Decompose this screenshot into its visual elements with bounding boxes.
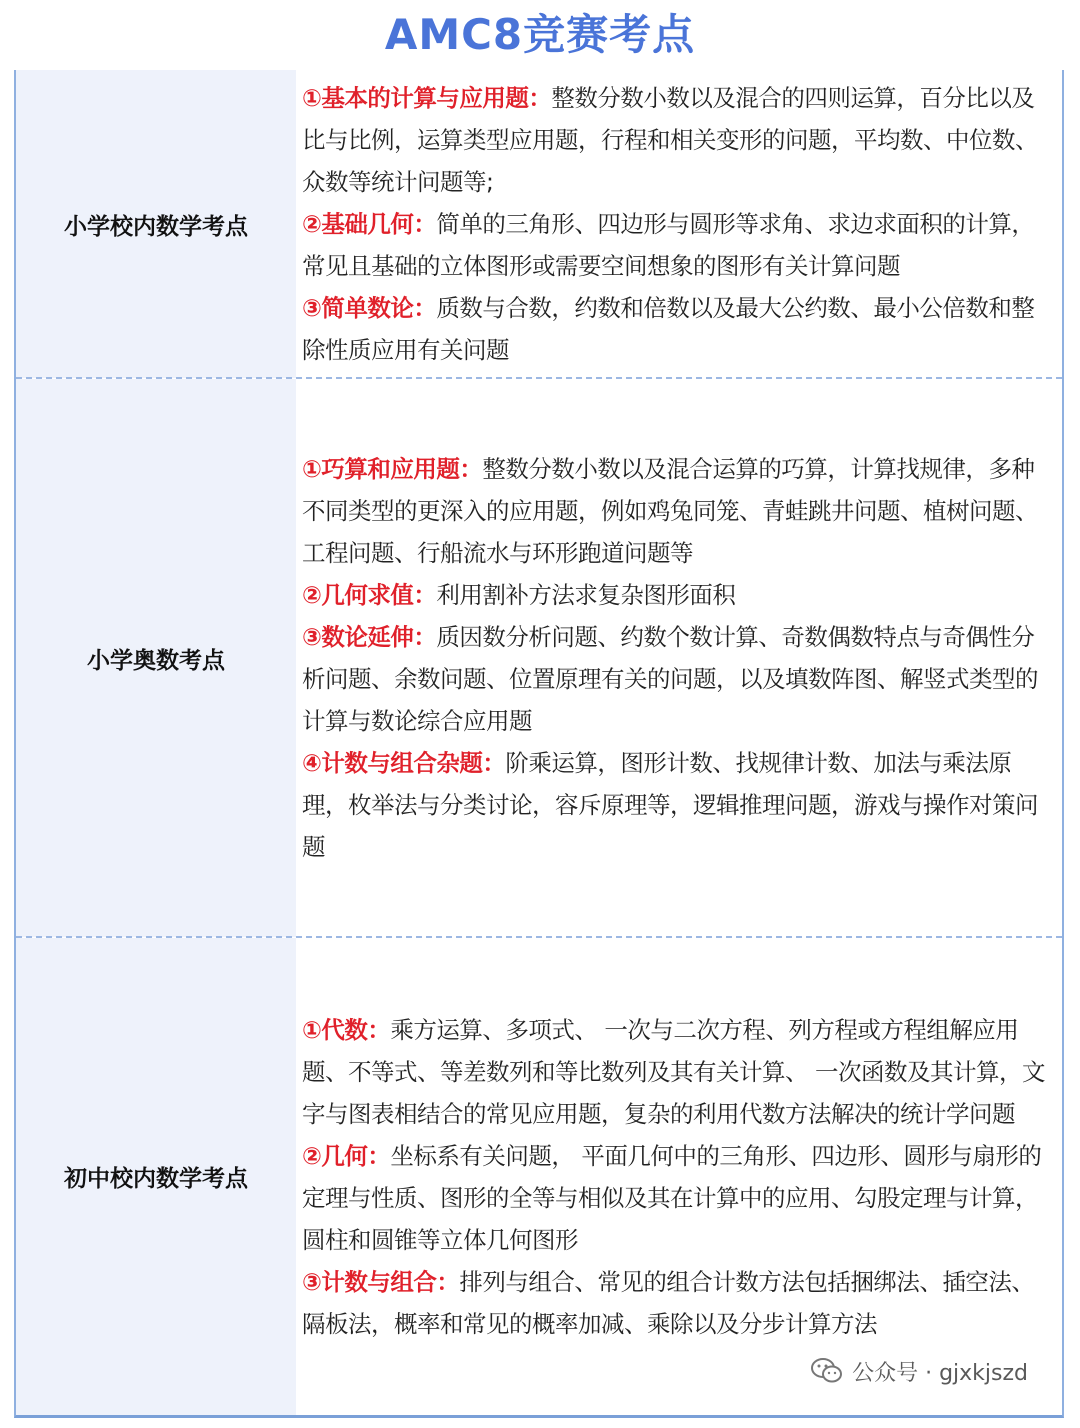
topic-text: 简单的三角形、四边形与圆形等求角、求边求面积的计算，常见且基础的立体图形或需要空间想象的图形有关计算问题: [302, 210, 1035, 280]
topic-item: [302, 1135, 1048, 1261]
topic-text: 乘方运算、多项式、 一次与二次方程、列方程或方程组解应用题、不等式、等差数列和等比数列及其有关计算、 一次函数及其计算，文字与图表相结合的常见应用题，复杂的利用代数方法解决的统计学问题: [302, 1015, 1045, 1128]
watermark-text: 公众号 · gjxkjszd: [852, 1360, 1028, 1386]
topic-text: 整数分数小数以及混合运算的巧算，计算找规律，多种不同类型的更深入的应用题，例如鸡兔同笼、青蛙跳井问题、植树问题、工程问题、行船流水与环形跑道问题等: [302, 455, 1038, 567]
topic-text: 质因数分析问题、约数个数计算、奇数偶数特点与奇偶性分析问题、余数问题、位置原理有关的问题，以及填数阵图、解竖式类型的计算与数论综合应用题: [302, 623, 1038, 735]
row-content-cell: [296, 379, 1062, 937]
topic-heading: ①基本的计算与应用题：: [302, 84, 552, 112]
topic-text: 排列与组合、常见的组合计数方法包括捆绑法、插空法、隔板法，概率和常见的概率加减、乘除以及分步计算方法: [302, 1267, 1035, 1338]
topic-item: [302, 742, 1048, 868]
topic-heading: ②基础几何：: [302, 210, 437, 238]
topic-text: 阶乘运算，图形计数、找规律计数、加法与乘法原理，枚举法与分类讨论，容斥原理等，逻辑推理问题，游戏与操作对策问题: [302, 749, 1038, 861]
topic-heading: ③简单数论：: [302, 294, 437, 322]
row-content-cell: [296, 938, 1062, 1415]
topic-item: [302, 287, 1048, 371]
row-label-cell: [16, 379, 296, 937]
topic-text: 坐标系有关问题， 平面几何中的三角形、四边形、圆形与扇形的定理与性质、图形的全等与相似及其在计算中的应用、勾股定理与计算，圆柱和圆锥等立体几何图形: [302, 1141, 1042, 1254]
topic-item: [302, 77, 1048, 203]
topic-heading: ③数论延伸：: [302, 623, 437, 651]
topic-item: [302, 574, 1048, 616]
topic-heading: ②几何：: [302, 1141, 391, 1170]
topic-item: [302, 1261, 1048, 1345]
topic-heading: ③计数与组合：: [302, 1267, 460, 1296]
topic-heading: ①巧算和应用题：: [302, 455, 483, 483]
topic-text: 整数分数小数以及混合的四则运算，百分比以及比与比例，运算类型应用题，行程和相关变形的问题，平均数、中位数、众数等统计问题等;: [302, 84, 1038, 196]
exam-topics-table: [14, 70, 1064, 1418]
table-row: [16, 379, 1062, 937]
row-label: 小学校内数学考点: [64, 213, 248, 240]
topic-text: 利用割补方法求复杂图形面积: [436, 581, 736, 609]
row-content-cell: [296, 70, 1062, 378]
topic-heading: ①代数：: [302, 1015, 391, 1044]
topic-heading: ④计数与组合杂题：: [302, 749, 506, 777]
table-row: [16, 938, 1062, 1415]
topic-item: [302, 448, 1048, 574]
topic-item: [302, 1009, 1048, 1135]
table-row: [16, 70, 1062, 378]
row-label: 小学奥数考点: [87, 647, 225, 674]
topic-heading: ②几何求值：: [302, 581, 437, 609]
watermark: [810, 1353, 1028, 1389]
row-label: 初中校内数学考点: [64, 1166, 248, 1192]
row-label-cell: [16, 70, 296, 378]
topic-text: 质数与合数，约数和倍数以及最大公约数、最小公倍数和整除性质应用有关问题: [302, 294, 1035, 364]
row-label-cell: [16, 938, 296, 1415]
topic-item: [302, 616, 1048, 742]
topic-item: [302, 203, 1048, 287]
wechat-icon: [810, 1357, 844, 1385]
page-title: AMC8竞赛考点: [384, 10, 696, 59]
